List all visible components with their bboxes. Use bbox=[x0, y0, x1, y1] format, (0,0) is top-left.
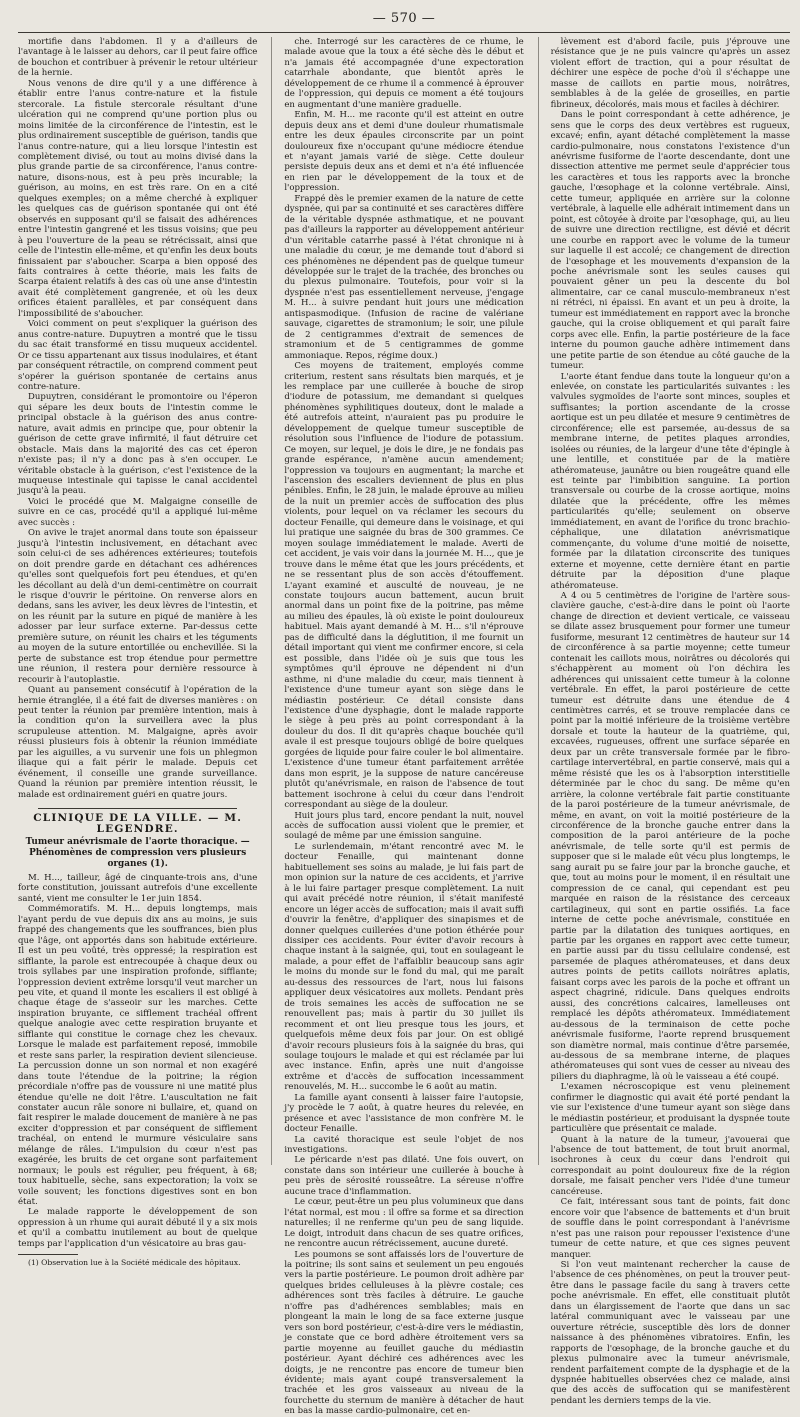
paragraph: M. H..., tailleur, âgé de cinquante-trois ans, d'une forte constitution, jouissant autrefois d'une excellente santé, vient me consulter le 1er juin 1854. bbox=[18, 872, 258, 904]
paragraph: Dupuytren, considérant le promontoire ou l'éperon qui sépare les deux bouts de l'intestin comme le principal obstacle à la guérison des anus contre-nature, avait admis en principe que, pour obtenir la guérison de cette grave infirmité, il faut détruire cet obstacle. Mais dans la majorité des cas cet éperon n'existe pas; il n'y a donc pas à s'en occuper. Le véritable obstacle à la guérison, c'est l'existence de la muqueuse intestinale qui tapisse le canal accidentel jusqu'à la peau. bbox=[18, 392, 258, 497]
paragraph: A 4 ou 5 centimètres de l'origine de l'artère sous-clavière gauche, c'est-à-dire dans le point où l'aorte change de direction et devient verticale, ce vaisseau se dilate assez brusquement pour former une tumeur fusiforme, mesurant 12 centimètres de hauteur sur 14 de circonférence à sa partie moyenne; cette tumeur contenait les caillots mous, noirâtres ou décolorés qui s'échappèrent au moment où l'on déchira les adhérences qui unissaient cette tumeur à la colonne vertébrale. En effet, la paroi postérieure de cette tumeur est détruite dans une étendue de 4 centimètres carrés, et se trouve remplacée dans ce point par la moitié inférieure de la troisième vertèbre dorsale et toute la hauteur de la quatrième, qui, excavées, rugueuses, offrent une surface séparée en deux par un crête transversale formée par le fibro-cartilage intervertébral, en partie conservé, mais qui a même résisté que les os à l'absorption interstitielle déterminée par le choc du sang. De même qu'en arrière, la colonne vertébrale fait partie constituante de la paroi postérieure de la tumeur anévrismale, de même, en avant, on voit la moitié postérieure de la circonférence de la bronche gauche entrer dans la composition de la paroi antérieure de la poche anévrismale, de telle sorte qu'il est permis de supposer que si le malade eût vécu plus longtemps, le sang aurait pu se faire jour par la bronche gauche, et que, tout au moins pour le moment, il en résultait une compression de ce canal, qui cependant est peu marquée en raison de la résistance des cerceaux cartilagineux, qui sont en partie ossifiés. La face interne de cette poche anévrismale, constituée en partie par la dilatation des tuniques aortiques, en partie par les organes en rapport avec cette tumeur, en partie aussi par du tissu cellulaire condensé, est parsemée de plaques athéromateuses, et dans deux autres points de petits caillots noirâtres aplatis, faisant corps avec les parois de la poche et offrant un aspect chagriné, ridicule. Dans quelques endroits aussi, des concrétions calcaires, lamelleuses ont remplacé les dépôts athéromateux. Immédiatement au-dessous de la terminaison de cette poche anévrismale fusiforme, l'aorte reprend brusquement son diamètre normal, mais continue d'être parsemée, au-dessous de sa membrane interne, de plaques athéromateuses qui sont vues de cesser au niveau des piliers du diaphragme, là où le vaisseau a été coupé. bbox=[550, 591, 790, 1082]
paragraph: Le péricarde n'est pas dilaté. Une fois ouvert, on constate dans son intérieur une cuillerée à bouche à peu près de sérosité rousseâtre. La séreuse n'offre aucune trace d'inflammation. bbox=[284, 1155, 524, 1197]
paragraph: Huit jours plus tard, encore pendant la nuit, nouvel accès de suffocation aussi violent que le premier, et soulagé de même par une émission sanguine. bbox=[284, 810, 524, 842]
paragraph: lèvement est d'abord facile, puis j'éprouve une résistance que je ne puis vaincre qu'après un assez violent effort de traction, qui a pour résultat de déchirer une espèce de poche d'où il s'échappe une masse de caillots en partie mous, noirâtres, semblables à de la gelée de groseilles, en partie fibrineux, décolorés, mais mous et faciles à déchirer. bbox=[550, 37, 790, 110]
page-header bbox=[18, 10, 790, 32]
paragraph: La famille ayant consenti à laisser faire l'autopsie, j'y procède le 7 août, à quatre heures du relevée, en présence et avec l'assistance de mon confrère M. le docteur Fenaille. bbox=[284, 1092, 524, 1135]
paragraph: Si l'on veut maintenant rechercher la cause de l'absence de ces phénomènes, on peut la trouver peut-être dans le passage facile du sang à travers cette poche anévrismale. En effet, elle constituait plutôt dans un élargissement de l'aorte que dans un sac latéral communiquant avec le vaisseau par une ouverture rétrécie, susceptible dès lors de donner naissance à des phénomènes vibratoires. Enfin, les rapports de l'œsophage, de la bronche gauche et du plexus pulmonaire avec la tumeur anévrismale, rendent parfaitement compte de la dysphagie et de la dyspnée habituelles observées chez ce malade, ainsi que des accès de suffocation qui se manifestèrent pendant les derniers temps de la vie. bbox=[550, 1260, 790, 1406]
paragraph: mortifie dans l'abdomen. Il y a d'ailleurs de l'avantage à le laisser au dehors, car il peut faire office de bouchon et contribuer à prévenir le retour ultérieur de la hernie. bbox=[18, 37, 258, 79]
paragraph: Commémoratifs. M. H... depuis longtemps, mais l'ayant perdu de vue depuis dix ans au moins, je suis frappé des changements que les souffrances, bien plus que l'âge, ont apportés dans son habitude extérieure. Il est un peu voûté, très oppressé; la respiration est sifflante, la parole est entrecoupée à chaque deux ou trois syllabes par une inspiration profonde, sifflante; l'oppression devient extrême lorsqu'il veut marcher un peu vite, et quand il monte les escaliers il est obligé à chaque étage de s'asseoir sur les marches. Cette inspiration bruyante, ce sifflement trachéal offrent quelque analogie avec cette respiration bruyante et sifflante qui constitue le cornage chez les chevaux. Lorsque le malade est parfaitement reposé, immobile et reste sans parler, la respiration devient silencieuse. La percussion donne un son normal et non exagéré dans toute l'étendue de la poitrine; la région précordiale n'offre pas de voussure ni une matité plus étendue qu'elle ne doit l'être. L'auscultation ne fait constater aucun râle sonore ni bullaire, et, quand on fait respirer le malade doucement de manière à ne pas exciter d'oppression et par conséquent de sifflement trachéal, on entend le murmure vésiculaire sans mélange de râles. L'impulsion du cœur n'est pas exagérée, les bruits de cet organe sont parfaitement normaux; le pouls est régulier, peu fréquent, à 68; toux habituelle, sèche, sans expectoration; la voix se voile souvent; les fonctions digestives sont en bon état. bbox=[18, 904, 258, 1208]
paragraph: Dans le point correspondant à cette adhérence, je sens que le corps des deux vertèbres est rugueux, excavé; enfin, ayant détaché complètement la masse cardio-pulmonaire, nous constatons l'existence d'un anévrisme fusiforme de l'aorte descendante, dont une dissection attentive me permet seule d'apprécier tous les caractères et tous les rapports avec la bronche gauche, l'œsophage et la colonne vertébrale. Ainsi, cette tumeur, appliquée en arrière sur la colonne vertébrale, à laquelle elle adhérait intimement dans un point, est côtoyée à droite par l'œsophage, qui, au lieu de suivre une direction rectiligne, est dévié et décrit une courbe en rapport avec le volume de la tumeur sur laquelle il est accolé; ce changement de direction de l'œsophage et les mouvements d'expansion de la poche anévrismale sont les seules causes qui pouvaient gêner un peu la descente du bol alimentaire, car ce canal musculo-membraneux n'est ni rétréci, ni épaissi. En avant et un peu à droite, la tumeur est immédiatement en rapport avec la bronche gauche, qui la croise obliquement et qui paraît faire corps avec elle. Enfin, la partie postérieure de la face interne du poumon gauche adhère intimement dans une petite partie de son étendue au côté gauche de la tumeur. bbox=[550, 110, 790, 372]
section-title: CLINIQUE DE LA VILLE. — M. LEGENDRE. bbox=[33, 812, 243, 835]
column-2 bbox=[271, 37, 524, 1417]
paragraph: Les poumons se sont affaissés lors de l'ouverture de la poitrine; ils sont sains et seulement un peu engoués vers la partie postérieure. Le poumon droit adhère par quelques brides celluleuses à la plèvre costale; ces adhérences sont très faciles à détruire. Le gauche n'offre pas d'adhérences semblables; mais en plongeant la main le long de sa face externe jusque vers son bord postérieur, c'est-à-dire vers le médiastin, je constate que ce bord adhère étroitement vers sa partie moyenne au feuillet gauche du médiastin postérieur. Ayant déchiré ces adhérences avec les doigts, je ne rencontre pas encore de tumeur bien évidente; mais ayant coupé transversalement la trachée et les gros vaisseaux au niveau de la fourchette du sternum de manière à détacher de haut en bas la masse cardio-pulmonaire, cet en- bbox=[284, 1249, 524, 1417]
paragraph: L'aorte étant fendue dans toute la longueur qu'on a enlevée, on constate les particularités suivantes : les valvules sygmoïdes de l'aorte sont minces, souples et suffisantes; la portion ascendante de la crosse aortique est un peu dilatée et mesure 9 centimètres de circonférence; elle est parsemée, au-dessus de sa membrane interne, de petites plaques arrondies, isolées ou réunies, de la largeur d'une tête d'épingle à une lentille, et constituée par de la matière athéromateuse, jaunâtre ou bien rougeâtre quand elle est teinte par l'imbibition sanguine. La portion transversale ou courbe de la crosse aortique, moins dilatée que la précédente, offre les mêmes particularités qu'elle; seulement on observe immédiatement, en avant de l'orifice du tronc brachio-céphalique, une dilatation anévrismatique commençante, du volume d'une moitié de noisette, formée par la dilatation circonscrite des tuniques externe et moyenne, cette dernière étant en partie détruite par la déposition d'une plaque athéromateuse. bbox=[550, 371, 790, 591]
text-columns bbox=[18, 37, 790, 1417]
column-1 bbox=[18, 37, 258, 1268]
paragraph: Le malade rapporte le développement de son oppression à un rhume qui aurait débuté il y a six mois et qu'il a combattu inutilement au bout de quelque temps par l'application d'un vésicatoire au bras gau- bbox=[18, 1207, 258, 1249]
paragraph: Frappé dès le premier examen de la nature de cette dyspnée, qui par sa continuité et ses caractères diffère de la véritable dyspnée asthmatique, et ne pouvant pas d'ailleurs la rapporter au développement antérieur d'un véritable catarrhe passé à l'état chronique ni à une maladie du cœur, je me demande tout d'abord si ces phénomènes ne dépendent pas de quelque tumeur développée sur le trajet de la trachée, des bronches ou du plexus pulmonaire. Toutefois, pour voir si la dyspnée n'est pas essentiellement nerveuse, j'engage M. H... à suivre pendant huit jours une médication antispasmodique. (Infusion de racine de valériane sauvage, cigarettes de stramonium; le soir, une pilule de 2 centigrammes d'extrait de semences de stramonium et de 5 centigrammes de gomme ammoniaque. Repos, régime doux.) bbox=[284, 193, 524, 361]
footnote-rule bbox=[18, 1254, 78, 1255]
paragraph: La cavité thoracique est seule l'objet de nos investigations. bbox=[284, 1134, 524, 1156]
paragraph: Nous venons de dire qu'il y a une différence à établir entre l'anus contre-nature et la fistule stercorale. La fistule stercorale résultant d'une ulcération qui ne comprend qu'une portion plus ou moins limitée de la circonférence de l'intestin, est le plus ordinairement susceptible de guérison, tandis que l'anus contre-nature, qui a lieu lorsque l'intestin est complètement divisé, ou tout au moins divisé dans la plus grande partie de sa circonférence, l'anus contre-nature, disons-nous, est à peu près incurable; la guérison, au moins, en est très rare. On en a cité quelques exemples; on a même cherché à expliquer les quelques cas de guérison spontanée qui ont été observés en supposant qu'il se faisait des adhérences entre l'intestin gangrené et les tissus voisins; que peu à peu l'ouverture de la peau se rétrécissait, ainsi que celle de l'intestin elle-même, et qu'enfin les deux bouts finissaient par s'aboucher. Scarpa a bien opposé des faits contraires à cette théorie, mais les faits de Scarpa étaient relatifs à des cas où une anse d'intestin avait été complètement gangrenée, et où les deux orifices étaient parallèles, et par conséquent dans l'impossibilité de s'aboucher. bbox=[18, 78, 258, 319]
paragraph: Voici le procédé que M. Malgaigne conseille de suivre en ce cas, procédé qu'il a appliqué lui-même avec succès : bbox=[18, 496, 258, 528]
page-number: — 570 — bbox=[18, 11, 790, 26]
paragraph: Le cœur, peut-être un peu plus volumineux que dans l'état normal, est mou : il offre sa forme et sa direction naturelles; il ne renferme qu'un peu de sang liquide. Le doigt, introduit dans chacun de ses quatre orifices, ne rencontre aucun rétrécissement, aucune dureté. bbox=[284, 1197, 524, 1250]
paragraph: Le surlendemain, m'étant rencontré avec M. le docteur Fenaille, qui maintenant donne habituellement ses soins au malade, je lui fais part de mon opinion sur la nature de ces accidents, et j'arrive à le lui faire partager presque complètement. La nuit qui avait précédé notre réunion, il s'était manifesté encore un léger accès de suffocation; mais il avait suffi d'ouvrir la fenêtre, d'appliquer des sinapismes et de donner quelques cuillerées d'une potion éthérée pour dissiper ces accidents. Pour éviter d'avoir recours à chaque instant à la saignée, qui, tout en soulageant le malade, a pour effet de l'affaiblir beaucoup sans agir le moins du monde sur le fond du mal, qui me paraît au-dessus des ressources de l'art, nous lui faisons appliquer deux vésicatoires aux mollets. Pendant près de trois semaines les accès de suffocation ne se renouvellent pas; mais à partir du 30 juillet ils recomment et ont lieu presque tous les jours, et quelquefois même deux fois par jour. On est obligé d'avoir recours plusieurs fois à la saignée du bras, qui soulage toujours le malade et qui est réclamée par lui avec instance. Enfin, après une nuit d'angoisse extrême et d'accès de suffocation incessamment renouvelés, M. H... succombe le 6 août au matin. bbox=[284, 841, 524, 1093]
paragraph: Ces moyens de traitement, employés comme criterium, restent sans résultats bien marqués, et je les remplace par une cuillerée à bouche de sirop d'iodure de potassium, me demandant si quelques phénomènes syphilitiques douteux, dont le malade a été autrefois atteint, n'auraient pas pu produire le développement de quelque tumeur susceptible de résolution sous l'influence de l'iodure de potassium. Ce moyen, sur lequel, je dois le dire, je ne fondais pas grande espérance, n'amène aucun amendement; l'oppression va toujours en augmentant; la marche et l'ascension des escaliers deviennent de plus en plus pénibles. Enfin, le 28 juin, le malade éprouve au milieu de la nuit un premier accès de suffocation des plus violents, pour lequel on va réclamer les secours du docteur Fenaille, qui demeure dans le voisinage, et qui lui pratique une saignée du bras de 300 grammes. Ce moyen soulage immédiatement le malade. Averti de cet accident, je vais voir dans la journée M. H..., que je trouve dans le même état que les jours précédents, et ne se ressentant plus de son accès d'étouffement. L'ayant examiné et ausculté de nouveau, je ne constate toujours aucun battement, aucun bruit anormal dans un point fixe de la poitrine, pas même au milieu des épaules, là où existe le point douloureux habituel. Mais ayant demandé à M. H... s'il n'éprouve pas de difficulté dans la déglutition, il me fournit un détail important qui vient me confirmer encore, si cela est possible, dans l'idée où je suis que tous les symptômes qu'il éprouve ne dépendent ni d'un asthme, ni d'une maladie du cœur, mais tiennent à l'existence d'une tumeur ayant son siège dans le médiastin postérieur. Ce détail consiste dans l'existence d'une dysphagie, dont le malade rapporte le siège à peu près au point correspondant à la douleur du dos. Il dit qu'après chaque bouchée qu'il avale il est presque toujours obligé de boire quelques gorgées de liquide pour faire couler le bol alimentaire. L'existence d'une tumeur étant parfaitement arrêtée dans mon esprit, je la suppose de nature cancéreuse plutôt qu'anévrismale, en raison de l'absence de tout battement isochrone à celui du cœur dans l'endroit correspondant au siège de la douleur. bbox=[284, 361, 524, 811]
paragraph: Ce fait, intéressant sous tant de points, fait donc encore voir que l'absence de battements et d'un bruit de souffle dans le point correspondant à l'anévrisme n'est pas une raison pour repousser l'existence d'une tumeur de cette nature, et que ces signes peuvent manquer. bbox=[550, 1197, 790, 1260]
paragraph: Quant à la nature de la tumeur, j'avouerai que l'absence de tout battement, de tout bruit anormal, isochrones à ceux du cœur dans l'endroit qui correspondait au point douloureux fixe de la région dorsale, me faisait pencher vers l'idée d'une tumeur cancéreuse. bbox=[550, 1134, 790, 1197]
header-rule bbox=[18, 32, 790, 33]
paragraph: Quant au pansement consécutif à l'opération de la hernie étranglée, il a été fait de diverses manières : on peut tenter la réunion par première intention, mais à la condition qu'on la surveillera avec la plus scrupuleuse attention. M. Malgaigne, après avoir réussi plusieurs fois à obtenir la réunion immédiate par les aiguilles, a vu survenir une fois un phlegmon iliaque qui a fait périr le malade. Depuis cet événement, il conseille une grande surveillance. Quand la réunion par première intention réussit, le malade est ordinairement guéri en quatre jours. bbox=[18, 685, 258, 800]
paragraph: On avive le trajet anormal dans toute son épaisseur jusqu'à l'intestin inclusivement, en détachant avec soin celui-ci de ses adhérences extérieures; toutefois on doit prendre garde en détachant ces adhérences qu'elles sont quelquefois fort peu étendues, et qu'en les décollant au delà d'un demi-centimètre on courrait le risque d'ouvrir le péritoine. On renverse alors en dedans, sans les aviver, les deux lèvres de l'intestin, et on les réunit par la suture en piqué de manière à les adosser par leur surface externe. Par-dessus cette première suture, on réunit les chairs et les téguments au moyen de la suture entortillée ou enchevillée. Si la perte de substance est trop étendue pour permettre une réunion, il restera pour dernière ressource à recourir à l'autoplastie. bbox=[18, 528, 258, 685]
column-3 bbox=[538, 37, 790, 1406]
section-rule bbox=[38, 808, 237, 809]
paragraph: che. Interrogé sur les caractères de ce rhume, le malade avoue que la toux a été sèche dès le début et n'a jamais été accompagnée d'une expectoration catarrhale abondante, que bientôt après le développement de ce rhume il a commencé à éprouver de l'oppression, qui depuis ce moment a été toujours en augmentant d'une manière graduelle. bbox=[284, 37, 524, 110]
paragraph: L'examen nécroscopique est venu pleinement confirmer le diagnostic qui avait été porté pendant la vie sur l'existence d'une tumeur ayant son siège dans le médiastin postérieur, et produisant la dyspnée toute particulière que présentait ce malade. bbox=[550, 1082, 790, 1135]
paragraph: Enfin, M. H... me raconte qu'il est atteint en outre depuis deux ans et demi d'une douleur rhumatismale entre les deux épaules circonscrite par un point douloureux fixe n'occupant qu'une médiocre étendue et n'ayant jamais varié de siège. Cette douleur persiste depuis deux ans et demi et n'a été influencée en rien par le développement de la toux et de l'oppression. bbox=[284, 110, 524, 194]
paragraph: Voici comment on peut s'expliquer la guérison des anus contre-nature. Dupuytren a montré que le tissu du sac était transformé en tissu muqueux accidentel. Or ce tissu appartenant aux tissus inodulaires, et étant par conséquent rétractile, on comprend comment peut s'opérer la guérison spontanée de certains anus contre-nature. bbox=[18, 319, 258, 392]
footnote: (1) Observation lue à la Société médicale des hôpitaux. bbox=[28, 1258, 241, 1268]
article-title: Tumeur anévrismale de l'aorte thoracique. — Phénomènes de compression vers plusieurs organes (1). bbox=[25, 836, 250, 869]
